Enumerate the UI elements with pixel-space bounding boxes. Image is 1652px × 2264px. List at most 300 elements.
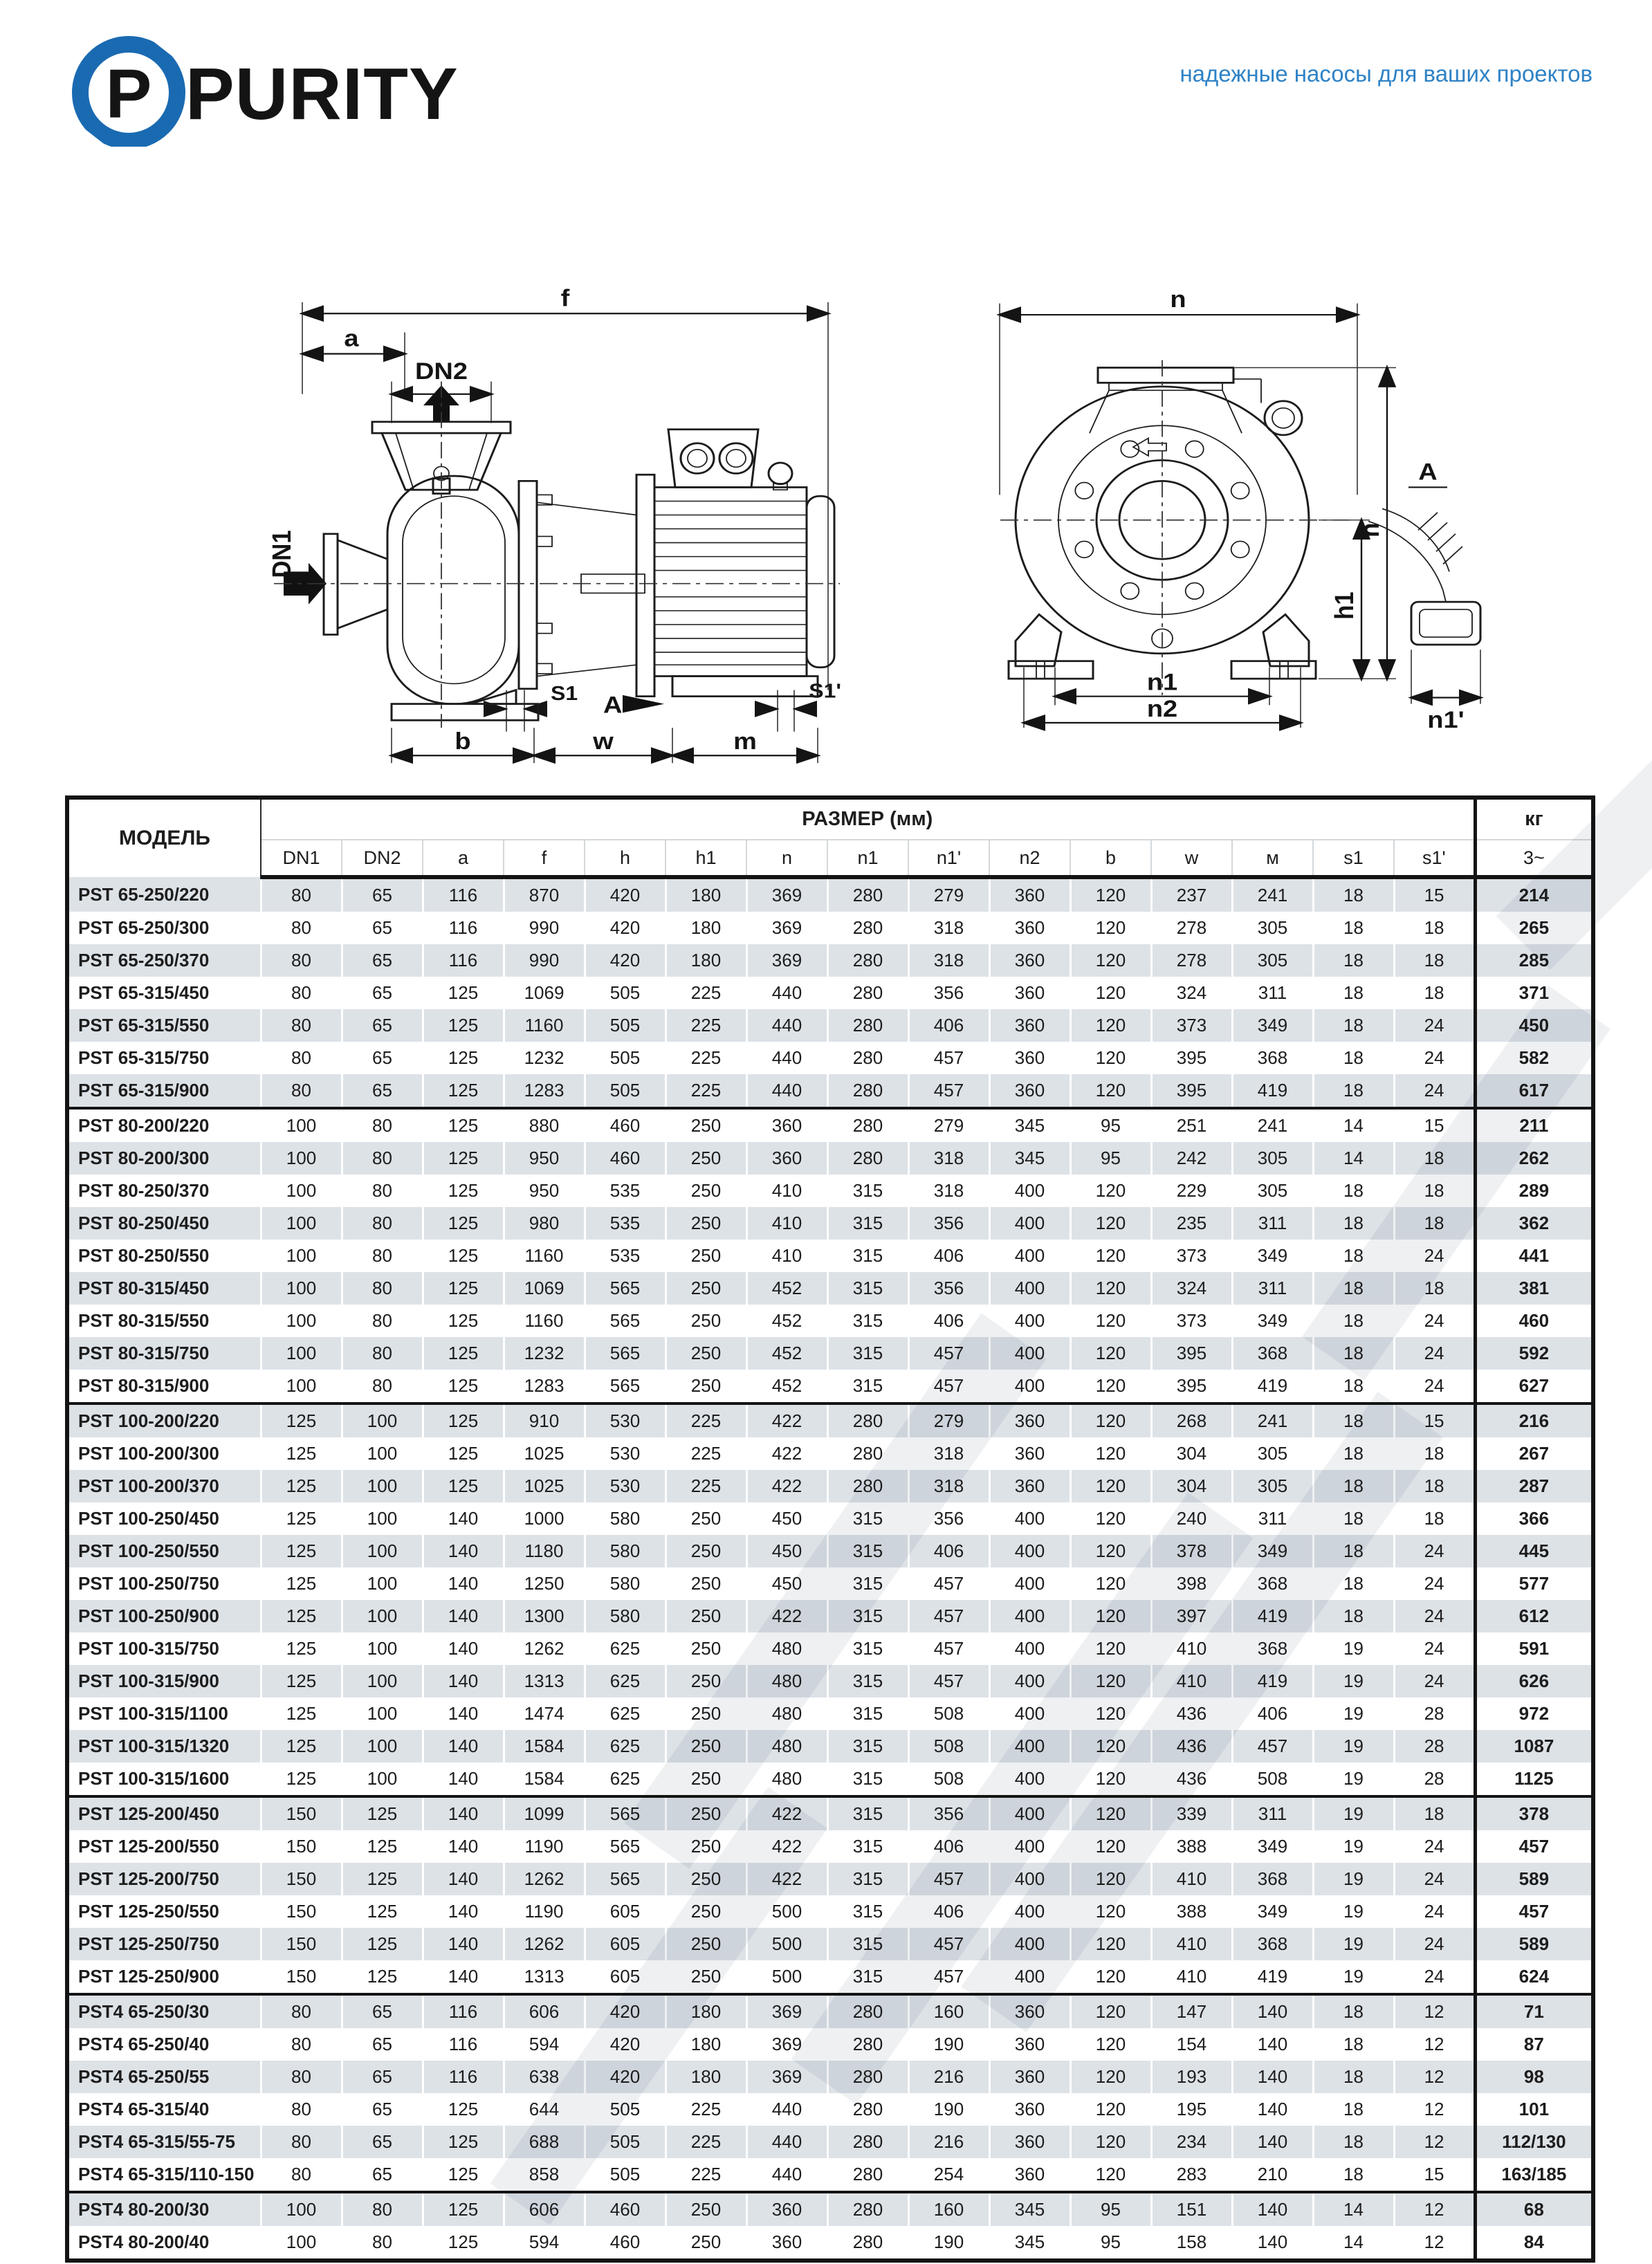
cell-value: 100 xyxy=(342,1600,423,1632)
size-sub-header: n xyxy=(746,840,827,877)
cell-value: 315 xyxy=(827,1863,908,1895)
cell-value: 19 xyxy=(1313,1863,1394,1895)
cell-value: 318 xyxy=(908,1470,989,1502)
cell-value: 18 xyxy=(1394,1272,1475,1305)
cell-value: 305 xyxy=(1232,1175,1313,1207)
cell-value: 625 xyxy=(585,1730,666,1763)
cell-kg: 582 xyxy=(1475,1042,1593,1074)
table-row xyxy=(67,2126,1593,2158)
table-row xyxy=(67,1567,1593,1600)
table-row xyxy=(67,2158,1593,2192)
cell-value: 80 xyxy=(342,1175,423,1207)
cell-value: 65 xyxy=(342,2158,423,2192)
cell-value: 24 xyxy=(1394,1863,1475,1895)
cell-value: 457 xyxy=(908,1632,989,1665)
cell-value: 410 xyxy=(746,1175,827,1207)
cell-value: 100 xyxy=(342,1730,423,1763)
purity-logo-wordmark: PURITY xyxy=(185,53,459,135)
cell-value: 100 xyxy=(261,1207,342,1240)
cell-model: PST 65-250/370 xyxy=(67,944,261,977)
cell-value: 1160 xyxy=(504,1009,585,1042)
cell-value: 19 xyxy=(1313,1928,1394,1960)
cell-value: 225 xyxy=(666,1042,746,1074)
dimension-table-wrap xyxy=(65,795,1595,2263)
cell-value: 605 xyxy=(585,1895,666,1928)
cell-value: 360 xyxy=(989,1074,1070,1108)
cell-value: 24 xyxy=(1394,1074,1475,1108)
cell-value: 422 xyxy=(746,1404,827,1437)
cell-value: 140 xyxy=(1232,2093,1313,2126)
cell-kg: 457 xyxy=(1475,1830,1593,1863)
cell-kg: 68 xyxy=(1475,2192,1593,2226)
cell-value: 457 xyxy=(908,1863,989,1895)
cell-model: PST4 65-315/40 xyxy=(78,2099,210,2119)
table-row xyxy=(67,1960,1593,1994)
cell-value: 422 xyxy=(746,1470,827,1502)
cell-value: 12 xyxy=(1394,1994,1475,2028)
cell-value: 311 xyxy=(1232,1796,1313,1830)
cell-value: 990 xyxy=(504,944,585,977)
cell-kg: 289 xyxy=(1475,1175,1593,1207)
cell-value: 250 xyxy=(666,1567,746,1600)
cell-value: 369 xyxy=(746,2061,827,2093)
cell-value: 360 xyxy=(989,2158,1070,2192)
cell-value: 419 xyxy=(1232,1665,1313,1697)
cell-value: 125 xyxy=(423,1108,504,1142)
table-row xyxy=(67,1142,1593,1175)
cell-value: 395 xyxy=(1151,1337,1232,1370)
cell-value: 1069 xyxy=(504,977,585,1009)
cell-value: 505 xyxy=(585,1074,666,1108)
table-row xyxy=(67,1928,1593,1960)
cell-value: 18 xyxy=(1313,2093,1394,2126)
cell-model: PST 80-250/370 xyxy=(78,1180,210,1201)
cell-value: 19 xyxy=(1313,1763,1394,1796)
cell-value: 241 xyxy=(1232,1404,1313,1437)
cell-value: 193 xyxy=(1151,2061,1232,2093)
cell-value: 125 xyxy=(423,1074,504,1108)
cell-value: 280 xyxy=(827,2226,908,2261)
cell-value: 395 xyxy=(1151,1370,1232,1404)
cell-kg: 214 xyxy=(1475,877,1593,912)
cell-value: 315 xyxy=(827,1960,908,1994)
cell-value: 410 xyxy=(746,1207,827,1240)
table-row xyxy=(67,1697,1593,1730)
cell-value: 24 xyxy=(1394,1009,1475,1042)
cell-value: 457 xyxy=(908,1074,989,1108)
cell-value: 151 xyxy=(1151,2192,1232,2226)
cell-value: 225 xyxy=(666,977,746,1009)
cell-value: 250 xyxy=(666,1763,746,1796)
cell-value: 120 xyxy=(1070,912,1151,944)
cell-value: 140 xyxy=(1232,1994,1313,2028)
cell-model: PST 80-250/450 xyxy=(67,1207,261,1240)
cell-kg: 262 xyxy=(1475,1142,1593,1175)
pump-side-body xyxy=(274,382,840,728)
cell-model: PST 100-200/370 xyxy=(67,1470,261,1502)
cell-value: 870 xyxy=(504,877,585,912)
cell-value: 625 xyxy=(585,1763,666,1796)
cell-value: 120 xyxy=(1070,1994,1151,2028)
cell-value: 1190 xyxy=(504,1895,585,1928)
cell-value: 397 xyxy=(1151,1600,1232,1632)
cell-value: 65 xyxy=(342,944,423,977)
cell-model: PST 65-250/220 xyxy=(67,877,261,912)
cell-value: 368 xyxy=(1232,1567,1313,1600)
cell-value: 406 xyxy=(908,1305,989,1337)
cell-value: 400 xyxy=(989,1370,1070,1404)
cell-value: 440 xyxy=(746,2126,827,2158)
cell-value: 12 xyxy=(1394,2126,1475,2158)
cell-value: 530 xyxy=(585,1404,666,1437)
cell-value: 250 xyxy=(666,2226,746,2261)
cell-kg: 381 xyxy=(1475,1272,1593,1305)
cell-value: 65 xyxy=(342,1042,423,1074)
cell-kg: 265 xyxy=(1475,912,1593,944)
cell-value: 19 xyxy=(1313,1632,1394,1665)
cell-value: 440 xyxy=(746,1042,827,1074)
cell-model: PST 80-200/220 xyxy=(67,1108,261,1142)
cell-value: 280 xyxy=(827,2126,908,2158)
cell-value: 140 xyxy=(423,1863,504,1895)
cell-value: 120 xyxy=(1070,1895,1151,1928)
cell-value: 315 xyxy=(827,1370,908,1404)
cell-value: 360 xyxy=(746,2192,827,2226)
dim-label-h: h xyxy=(1355,522,1385,537)
cell-value: 125 xyxy=(261,1437,342,1470)
cell-value: 250 xyxy=(666,1175,746,1207)
cell-value: 80 xyxy=(261,2061,342,2093)
cell-kg: 216 xyxy=(1475,1404,1593,1437)
dim-label-h1: h1 xyxy=(1329,591,1359,620)
cell-value: 858 xyxy=(504,2158,585,2192)
cell-value: 18 xyxy=(1313,877,1394,912)
cell-kg: 612 xyxy=(1475,1600,1593,1632)
cell-value: 457 xyxy=(908,1928,989,1960)
cell-value: 460 xyxy=(585,1108,666,1142)
svg-text:P: P xyxy=(105,55,152,133)
cell-kg: 378 xyxy=(1475,1796,1593,1830)
cell-value: 565 xyxy=(585,1337,666,1370)
cell-kg: 112/130 xyxy=(1475,2126,1593,2158)
cell-value: 18 xyxy=(1313,1370,1394,1404)
cell-value: 369 xyxy=(746,944,827,977)
cell-value: 580 xyxy=(585,1535,666,1567)
cell-value: 100 xyxy=(342,1665,423,1697)
cell-value: 280 xyxy=(827,944,908,977)
table-row xyxy=(67,1370,1593,1404)
cell-value: 190 xyxy=(908,2226,989,2261)
pump-front-view-drawing xyxy=(934,287,1494,778)
cell-value: 65 xyxy=(342,2061,423,2093)
cell-value: 625 xyxy=(585,1665,666,1697)
dim-label-a: a xyxy=(344,324,359,352)
cell-kg: 592 xyxy=(1475,1337,1593,1370)
cell-value: 120 xyxy=(1070,1632,1151,1665)
cell-value: 360 xyxy=(746,1142,827,1175)
table-row xyxy=(67,1042,1593,1074)
cell-value: 120 xyxy=(1070,1502,1151,1535)
cell-value: 80 xyxy=(261,1074,342,1108)
cell-model: PST 65-315/750 xyxy=(78,1047,210,1068)
cell-value: 140 xyxy=(423,1796,504,1830)
cell-value: 530 xyxy=(585,1470,666,1502)
cell-value: 315 xyxy=(827,1305,908,1337)
cell-value: 140 xyxy=(1232,2061,1313,2093)
cell-kg: 87 xyxy=(1475,2028,1593,2061)
cell-value: 565 xyxy=(585,1272,666,1305)
cell-value: 315 xyxy=(827,1697,908,1730)
cell-value: 15 xyxy=(1394,1108,1475,1142)
cell-value: 120 xyxy=(1070,944,1151,977)
cell-value: 1313 xyxy=(504,1960,585,1994)
cell-value: 100 xyxy=(261,1142,342,1175)
cell-value: 324 xyxy=(1151,977,1232,1009)
cell-value: 315 xyxy=(827,1502,908,1535)
cell-value: 125 xyxy=(423,1337,504,1370)
cell-value: 80 xyxy=(261,2093,342,2126)
cell-value: 452 xyxy=(746,1337,827,1370)
cell-kg: 577 xyxy=(1475,1567,1593,1600)
cell-value: 190 xyxy=(908,2028,989,2061)
cell-model: PST 65-315/450 xyxy=(78,982,210,1003)
cell-value: 116 xyxy=(423,877,504,912)
cell-value: 18 xyxy=(1313,977,1394,1009)
cell-value: 250 xyxy=(666,1830,746,1863)
cell-value: 80 xyxy=(261,2028,342,2061)
cell-value: 120 xyxy=(1070,1697,1151,1730)
cell-model: PST 100-200/220 xyxy=(67,1404,261,1437)
cell-value: 373 xyxy=(1151,1009,1232,1042)
cell-value: 229 xyxy=(1151,1175,1232,1207)
cell-value: 450 xyxy=(746,1502,827,1535)
cell-model: PST 80-315/550 xyxy=(78,1310,210,1331)
cell-value: 400 xyxy=(989,1272,1070,1305)
dimension-table xyxy=(65,795,1595,2263)
cell-value: 65 xyxy=(342,2126,423,2158)
cell-value: 120 xyxy=(1070,1567,1151,1600)
table-row xyxy=(67,1470,1593,1502)
size-sub-header: h1 xyxy=(666,840,746,877)
cell-value: 606 xyxy=(504,1994,585,2028)
cell-value: 125 xyxy=(342,1928,423,1960)
cell-value: 100 xyxy=(261,2192,342,2226)
cell-kg: 267 xyxy=(1475,1437,1593,1470)
cell-value: 225 xyxy=(666,1009,746,1042)
cell-value: 360 xyxy=(989,1042,1070,1074)
cell-value: 311 xyxy=(1232,1502,1313,1535)
cell-kg: 624 xyxy=(1475,1960,1593,1994)
cell-value: 280 xyxy=(827,1470,908,1502)
cell-value: 18 xyxy=(1313,944,1394,977)
cell-value: 349 xyxy=(1232,1535,1313,1567)
cell-value: 508 xyxy=(908,1697,989,1730)
cell-value: 457 xyxy=(908,1567,989,1600)
cell-model: PST 100-315/1100 xyxy=(78,1703,228,1724)
cell-value: 216 xyxy=(908,2126,989,2158)
cell-value: 1283 xyxy=(504,1370,585,1404)
size-sub-header: a xyxy=(423,840,504,877)
table-row xyxy=(67,1994,1593,2028)
cell-value: 605 xyxy=(585,1928,666,1960)
cell-value: 150 xyxy=(261,1863,342,1895)
table-row xyxy=(67,1730,1593,1763)
cell-value: 457 xyxy=(908,1665,989,1697)
cell-value: 160 xyxy=(908,1994,989,2028)
cell-value: 1025 xyxy=(504,1470,585,1502)
cell-value: 324 xyxy=(1151,1272,1232,1305)
cell-value: 125 xyxy=(423,1470,504,1502)
cell-value: 140 xyxy=(1232,2226,1313,2261)
cell-value: 594 xyxy=(504,2028,585,2061)
cell-value: 440 xyxy=(746,2158,827,2192)
cell-value: 12 xyxy=(1394,2061,1475,2093)
cell-value: 280 xyxy=(827,977,908,1009)
cell-value: 80 xyxy=(342,1370,423,1404)
cell-value: 305 xyxy=(1232,1470,1313,1502)
cell-value: 368 xyxy=(1232,1863,1313,1895)
cell-value: 480 xyxy=(746,1730,827,1763)
cell-value: 150 xyxy=(261,1895,342,1928)
dim-label-n1: n1 xyxy=(1146,668,1178,696)
cell-kg: 626 xyxy=(1475,1665,1593,1697)
table-row xyxy=(67,1272,1593,1305)
cell-model: PST 125-200/750 xyxy=(67,1863,261,1895)
cell-value: 80 xyxy=(342,2192,423,2226)
cell-value: 373 xyxy=(1151,1305,1232,1337)
cell-value: 1025 xyxy=(504,1437,585,1470)
cell-value: 80 xyxy=(261,912,342,944)
cell-value: 100 xyxy=(261,1272,342,1305)
cell-model: PST 65-250/300 xyxy=(78,917,210,938)
cell-value: 100 xyxy=(342,1763,423,1796)
cell-value: 225 xyxy=(666,2126,746,2158)
cell-value: 625 xyxy=(585,1697,666,1730)
cell-value: 125 xyxy=(342,1863,423,1895)
cell-value: 120 xyxy=(1070,1207,1151,1240)
cell-value: 28 xyxy=(1394,1763,1475,1796)
cell-value: 125 xyxy=(423,1175,504,1207)
cell-value: 65 xyxy=(342,2093,423,2126)
cell-model: PST4 65-315/55-75 xyxy=(67,2126,261,2158)
cell-value: 950 xyxy=(504,1175,585,1207)
cell-value: 18 xyxy=(1313,1437,1394,1470)
cell-value: 120 xyxy=(1070,1600,1151,1632)
size-sub-header: s1' xyxy=(1394,840,1475,877)
cell-value: 100 xyxy=(261,2226,342,2261)
detail-a-label: A xyxy=(1418,458,1438,486)
cell-value: 210 xyxy=(1232,2158,1313,2192)
cell-value: 125 xyxy=(261,1535,342,1567)
table-row xyxy=(67,1009,1593,1042)
cell-value: 452 xyxy=(746,1305,827,1337)
size-sub-header: DN2 xyxy=(342,840,423,877)
table-row xyxy=(67,2093,1593,2126)
table-row xyxy=(67,2226,1593,2261)
cell-value: 80 xyxy=(261,2158,342,2192)
cell-value: 436 xyxy=(1151,1763,1232,1796)
cell-value: 400 xyxy=(989,1502,1070,1535)
cell-value: 480 xyxy=(746,1665,827,1697)
cell-value: 140 xyxy=(423,1697,504,1730)
cell-value: 250 xyxy=(666,2192,746,2226)
dim-label-b: b xyxy=(455,727,471,755)
cell-value: 369 xyxy=(746,1994,827,2028)
cell-value: 440 xyxy=(746,1074,827,1108)
table-row xyxy=(67,977,1593,1009)
cell-value: 410 xyxy=(1151,1960,1232,1994)
cell-value: 505 xyxy=(585,1009,666,1042)
cell-value: 28 xyxy=(1394,1697,1475,1730)
cell-value: 140 xyxy=(423,1632,504,1665)
cell-value: 580 xyxy=(585,1502,666,1535)
cell-value: 1300 xyxy=(504,1600,585,1632)
cell-value: 452 xyxy=(746,1370,827,1404)
cell-value: 345 xyxy=(989,1142,1070,1175)
cell-value: 280 xyxy=(827,2093,908,2126)
cell-value: 345 xyxy=(989,1108,1070,1142)
cell-value: 120 xyxy=(1070,1404,1151,1437)
cell-value: 125 xyxy=(342,1796,423,1830)
cell-value: 80 xyxy=(261,1994,342,2028)
cell-model: PST 125-200/550 xyxy=(78,1836,219,1857)
cell-value: 1000 xyxy=(504,1502,585,1535)
cell-model: PST 100-315/900 xyxy=(67,1665,261,1697)
cell-value: 410 xyxy=(1151,1632,1232,1665)
cell-model: PST 65-315/550 xyxy=(67,1009,261,1042)
cell-kg: 972 xyxy=(1475,1697,1593,1730)
cell-value: 406 xyxy=(908,1895,989,1928)
cell-value: 360 xyxy=(989,877,1070,912)
cell-value: 24 xyxy=(1394,1960,1475,1994)
cell-value: 406 xyxy=(908,1009,989,1042)
cell-value: 95 xyxy=(1070,1142,1151,1175)
cell-value: 420 xyxy=(585,877,666,912)
dim-label-n: n xyxy=(1170,287,1186,313)
cell-value: 305 xyxy=(1232,912,1313,944)
cell-value: 1160 xyxy=(504,1305,585,1337)
cell-model: PST4 65-250/40 xyxy=(78,2034,210,2054)
cell-value: 19 xyxy=(1313,1665,1394,1697)
cell-value: 18 xyxy=(1313,1994,1394,2028)
cell-value: 251 xyxy=(1151,1108,1232,1142)
cell-value: 318 xyxy=(908,1175,989,1207)
kg-sub-header: 3~ xyxy=(1475,840,1593,877)
cell-kg: 366 xyxy=(1475,1502,1593,1535)
cell-value: 400 xyxy=(989,1960,1070,1994)
cell-value: 125 xyxy=(261,1470,342,1502)
table-row xyxy=(67,2192,1593,2226)
cell-value: 565 xyxy=(585,1863,666,1895)
cell-value: 24 xyxy=(1394,1370,1475,1404)
cell-value: 400 xyxy=(989,1567,1070,1600)
table-row xyxy=(67,944,1593,977)
cell-value: 116 xyxy=(423,1994,504,2028)
cell-value: 100 xyxy=(261,1175,342,1207)
cell-kg: 457 xyxy=(1475,1895,1593,1928)
cell-value: 24 xyxy=(1394,1895,1475,1928)
cell-value: 368 xyxy=(1232,1632,1313,1665)
table-header-row-2 xyxy=(67,840,1593,877)
cell-value: 450 xyxy=(746,1535,827,1567)
cell-value: 225 xyxy=(666,2093,746,2126)
cell-value: 250 xyxy=(666,1697,746,1730)
cell-value: 100 xyxy=(342,1697,423,1730)
cell-value: 80 xyxy=(342,1240,423,1272)
cell-value: 315 xyxy=(827,1632,908,1665)
cell-value: 410 xyxy=(746,1240,827,1272)
cell-value: 360 xyxy=(746,1108,827,1142)
